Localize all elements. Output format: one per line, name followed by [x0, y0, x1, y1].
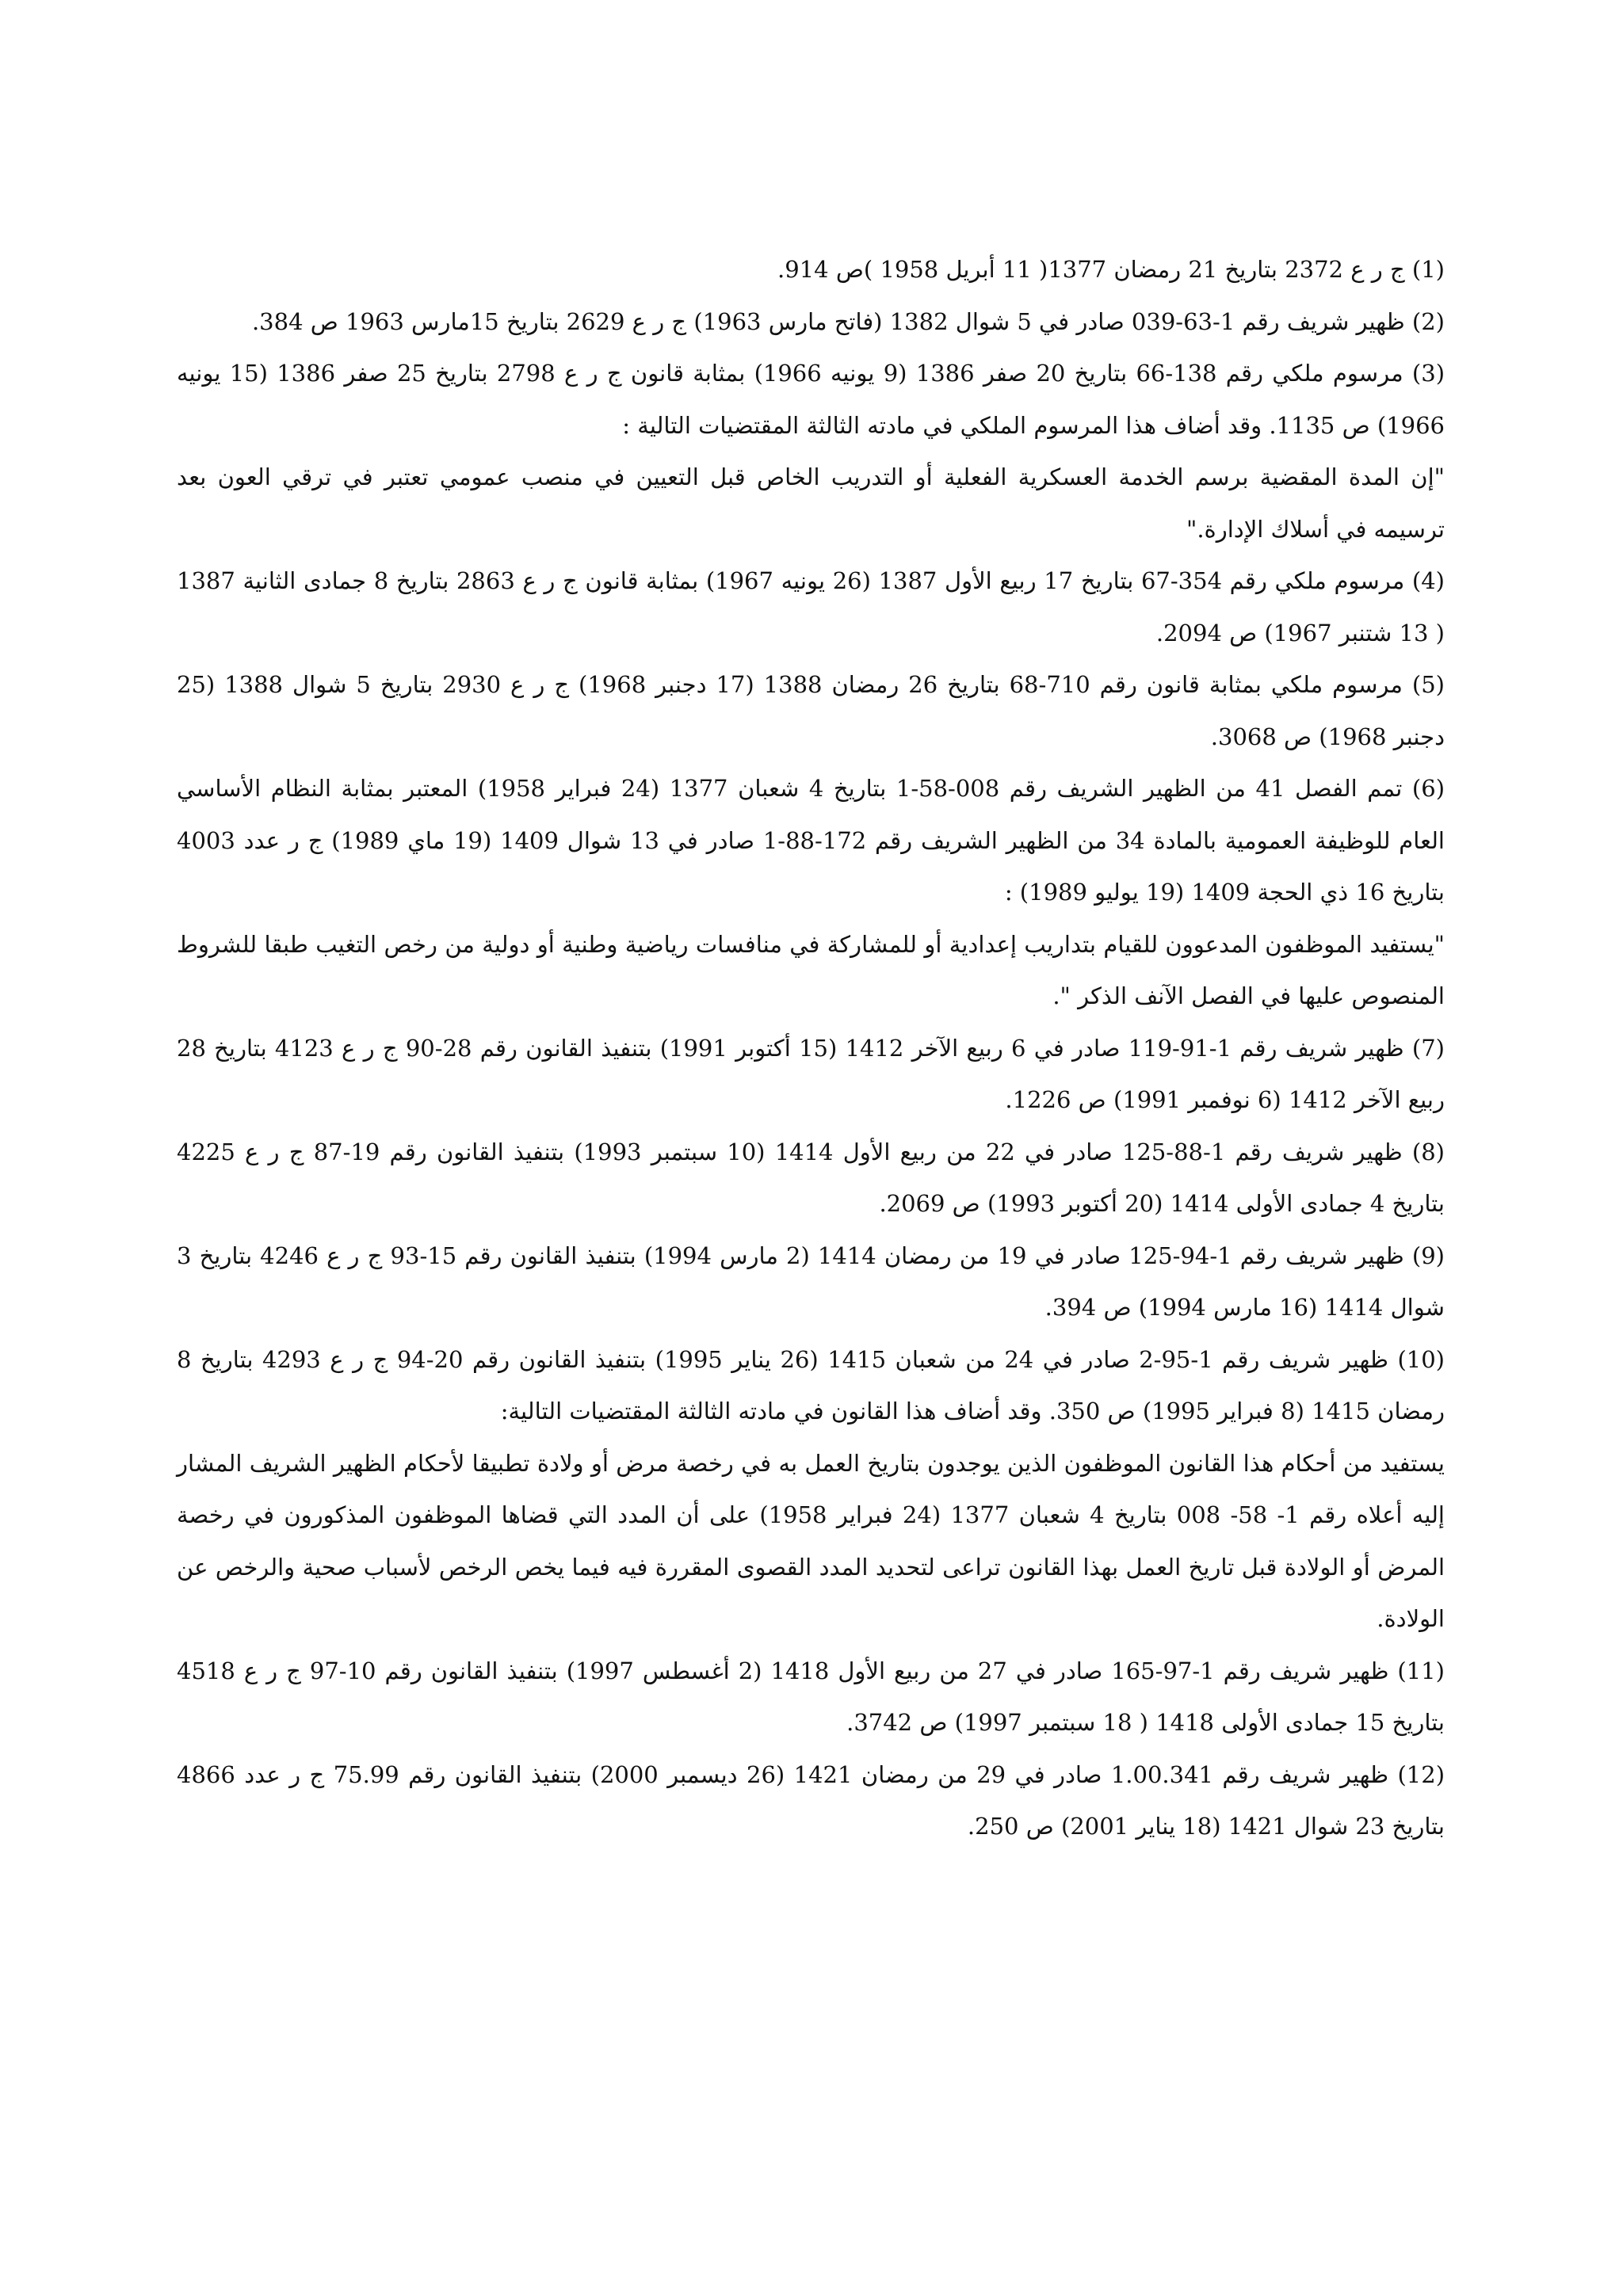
- footnote-9: (9) ظهير شريف رقم 1-94-125 صادر في 19 من رمضان 1414 (2 مارس 1994) بتنفيذ القانون رقم 15-93 ج ر ع 4246 بتاريخ 3 شوال 1414 (16 مارس 1994) ص 394.: [177, 1241, 1445, 1321]
- footnote-3: (3) مرسوم ملكي رقم 138-66 بتاريخ 20 صفر 1386 (9 يونيه 1966) بمثابة قانون ج ر ع 2798 بتاريخ 25 صفر 1386 (15 يونيه 1966) ص 1135. وقد أضاف هذا المرسوم الملكي في مادته الثالثة المقتضيات التالية :: [177, 360, 1445, 439]
- footnote-2: (2) ظهير شريف رقم 1-63-039 صادر في 5 شوال 1382 (فاتح مارس 1963) ج ر ع 2629 بتاريخ 15مارس 1963 ص 384.: [251, 307, 1445, 335]
- footnote-12: (12) ظهير شريف رقم 1.00.341 صادر في 29 من رمضان 1421 (26 ديسمبر 2000) بتنفيذ القانون رقم 75.99 ج ر عدد 4866 بتاريخ 23 شوال 1421 (18 يناير 2001) ص 250.: [177, 1760, 1445, 1840]
- footnote-11: (11) ظهير شريف رقم 1-97-165 صادر في 27 من ربيع الأول 1418 (2 أغسطس 1997) بتنفيذ القانون رقم 10-97 ج ر ع 4518 بتاريخ 15 جمادى الأولى 1418 ( 18 سبتمبر 1997) ص 3742.: [177, 1657, 1445, 1736]
- footnote-10: (10) ظهير شريف رقم 1-95-2 صادر في 24 من شعبان 1415 (26 يناير 1995) بتنفيذ القانون رقم 20-94 ج ر ع 4293 بتاريخ 8 رمضان 1415 (8 فبراير 1995) ص 350. وقد أضاف هذا القانون في مادته الثالثة المقتضيات التالية:: [177, 1345, 1445, 1425]
- footnote-3-quote: "إن المدة المقضية برسم الخدمة العسكرية الفعلية أو التدريب الخاص قبل التعيين في منصب عمومي تعتبر في ترقي العون بعد ترسيمه في أسلاك الإدارة.": [177, 463, 1445, 543]
- footnote-5: (5) مرسوم ملكي بمثابة قانون رقم 710-68 بتاريخ 26 رمضان 1388 (17 دجنبر 1968) ج ر ع 2930 بتاريخ 5 شوال 1388 (25 دجنبر 1968) ص 3068.: [177, 671, 1445, 750]
- footnote-10-text: يستفيد من أحكام هذا القانون الموظفون الذين يوجدون بتاريخ العمل به في رخصة مرض أو ولادة تطبيقا لأحكام الظهير الشريف المشار إليه أعلاه رقم 1- 58- 008 بتاريخ 4 شعبان 1377 (24 فبراير 1958) على أن المدد التي قضاها الموظفون المذكورون في رخصة المرض أو الولادة قبل تاريخ العمل بهذا القانون تراعى لتحديد المدد القصوى المقررة فيه فيما يخص الرخص لأسباب صحية والرخص عن الولادة.: [177, 1449, 1445, 1632]
- footnote-6-quote: "يستفيد الموظفون المدعوون للقيام بتداريب إعدادية أو للمشاركة في منافسات رياضية وطنية أو دولية من رخص التغيب طبقا للشروط المنصوص عليها في الفصل الآنف الذكر ".: [177, 930, 1445, 1009]
- footnote-1: (1) ج ر ع 2372 بتاريخ 21 رمضان 1377( 11 أبريل 1958 )ص 914.: [777, 256, 1445, 283]
- footnote-7: (7) ظهير شريف رقم 1-91-119 صادر في 6 ربيع الآخر 1412 (15 أكتوبر 1991) بتنفيذ القانون رقم 28-90 ج ر ع 4123 بتاريخ 28 ربيع الآخر 1412 (6 نوفمبر 1991) ص 1226.: [177, 1034, 1445, 1113]
- footnote-6: (6) تمم الفصل 41 من الظهير الشريف رقم 008-58-1 بتاريخ 4 شعبان 1377 (24 فبراير 1958) المعتبر بمثابة النظام الأساسي العام للوظيفة العمومية بالمادة 34 من الظهير الشريف رقم 172-88-1 صادر في 13 شوال 1409 (19 ماي 1989) ج ر عدد 4003 بتاريخ 16 ذي الحجة 1409 (19 يوليو 1989) :: [177, 775, 1445, 906]
- footnote-4: (4) مرسوم ملكي رقم 354-67 بتاريخ 17 ربيع الأول 1387 (26 يونيه 1967) بمثابة قانون ج ر ع 2863 بتاريخ 8 جمادى الثانية 1387 ( 13 شتنبر 1967) ص 2094.: [177, 567, 1445, 646]
- footnote-8: (8) ظهير شريف رقم 1-88-125 صادر في 22 من ربيع الأول 1414 (10 سبتمبر 1993) بتنفيذ القانون رقم 19-87 ج ر ع 4225 بتاريخ 4 جمادى الأولى 1414 (20 أكتوبر 1993) ص 2069.: [177, 1138, 1445, 1217]
- footnotes-block: [177, 244, 1445, 1853]
